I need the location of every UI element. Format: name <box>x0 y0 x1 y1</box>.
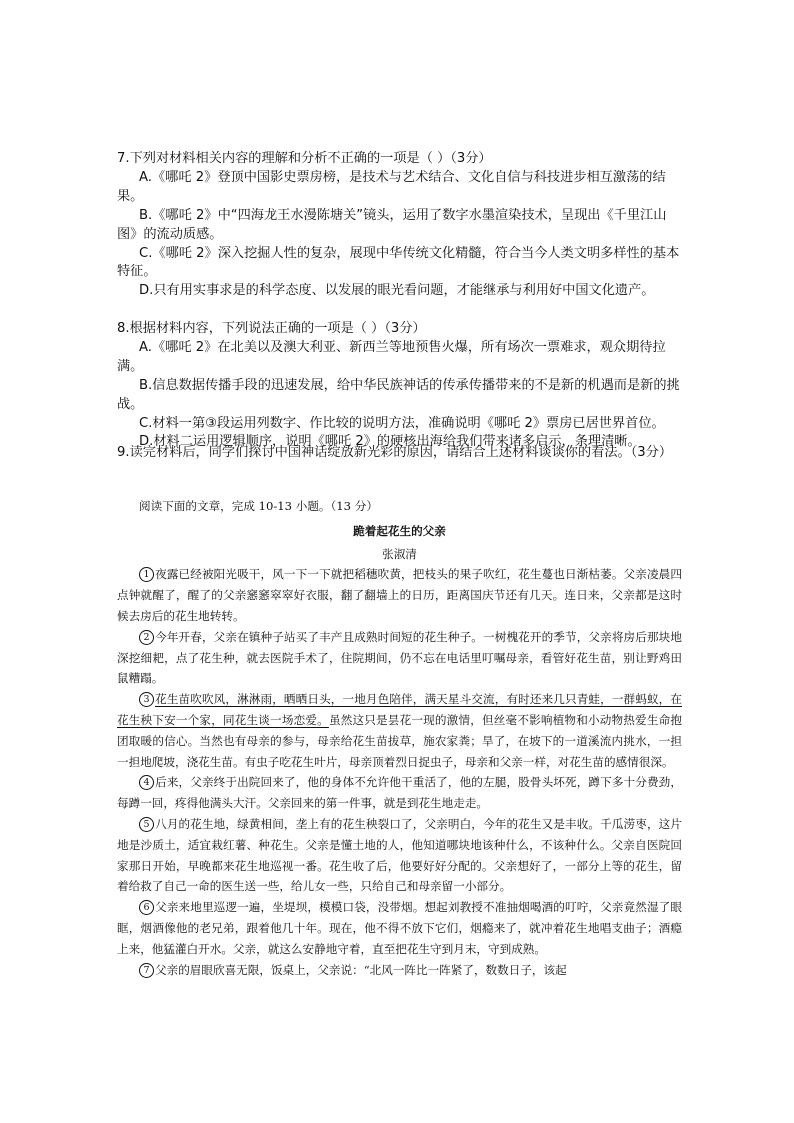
paragraph-number: 5 <box>139 817 154 832</box>
paragraph-7 <box>117 960 682 981</box>
paragraph-text: 八月的花生地，绿黄相间，垄上有的花生秧裂口了，父亲明白，今年的花生又是丰收。千瓜涝枣，这片地是沙质土，适宜栽红薯、种花生。父亲是懂土地的人，他知道哪块地该种什么，不该种什么。父亲自医院回家那日开始，早晚都来花生地巡视一番。花生收了后，他要好好分配的。父亲想好了，一部分上等的花生，留着给救了自己一命的医生送一些，给儿女一些，只给自己和母亲留一小部分。 <box>117 816 682 894</box>
question-7-option-a: A.《哪吒 2》登顶中国影史票房榜，是技术与艺术结合、文化自信与科技进步相互激荡的结果。 <box>117 169 666 204</box>
paragraph-number: 6 <box>139 900 154 915</box>
paragraph-number: 3 <box>139 692 154 707</box>
paragraph-number: 7 <box>139 963 154 978</box>
paragraph-2 <box>117 627 682 689</box>
question-7-option-c: C.《哪吒 2》深入挖掘人性的复杂，展现中华传统文化精髓，符合当今人类文明多样性的基本特征。 <box>117 245 680 280</box>
paragraph-text: 虽然这只是昙花一现的激情，但丝毫不影响植物和小动物热爱生命抱团取暖的信心。当然也有母亲的参与，母亲给花生苗拔草，施农家粪；旱了，在坡下的一道溪流内挑水，一担一担地爬坡，浇花生苗。有虫子吃花生叶片，母亲顶着烈日捉虫子，母亲和父亲一样，对花生苗的感情很深。 <box>117 712 682 769</box>
question-8-option-d: D.材料二运用逻辑顺序，说明《哪吒 2》的硬核出海给我们带来诸多启示，条理清晰。 <box>139 434 641 450</box>
paragraph-number: 2 <box>139 630 154 645</box>
paragraph-text: 夜露已经被阳光吸干，风一下一下就把稻穗吹黄，把枝头的果子吹红，花生蔓也日渐枯萎。父亲凌晨四点钟就醒了，醒了的父亲窸窸窣窣好衣服，翻了翻墙上的日历，距离国庆节还有几天。连日来，父亲都是这时候去房后的花生地转转。 <box>117 567 682 623</box>
paragraph-5 <box>117 814 682 897</box>
question-8-option-b: B.信息数据传播手段的迅速发展，给中华民族神话的传承传播带来的不是新的机遇而是新的挑战。 <box>117 377 680 412</box>
question-9-stem: 9.读完材料后，同学们探讨中国神话绽放新光彩的原因，请结合上述材料谈谈你的看法。（3分） <box>117 445 673 460</box>
paragraph-4 <box>117 772 682 814</box>
question-8 <box>117 320 682 452</box>
passage-title: 跪着起花生的父亲 <box>353 523 446 538</box>
question-7-stem: 7.下列对材料相关内容的理解和分析不正确的一项是（ ）（3分） <box>117 151 492 166</box>
paragraph-number: 1 <box>139 567 154 582</box>
paragraph-1 <box>117 564 682 626</box>
paragraph-6 <box>117 897 682 959</box>
paragraph-number: 4 <box>139 775 154 790</box>
paragraph-text: 后来，父亲终于出院回来了，他的身体不允许他干重活了，他的左腿，股骨头坏死，蹲下多十分费劲，每蹲一回，疼得他满头大汗。父亲回来的第一件事，就是到花生地走走。 <box>117 775 682 811</box>
passage-author: 张淑清 <box>382 546 417 561</box>
reading-intro: 阅读下面的文章，完成 10-13 小题。（13 分） <box>139 499 378 513</box>
question-7 <box>117 150 682 301</box>
question-9 <box>117 444 682 463</box>
paragraph-text: 父亲来地里巡逻一遍，坐堤坝，模模口袋，没带烟。想起刘教授不准抽烟喝酒的叮咛，父亲竟然湿了眼眶，烟酒像他的老兄弟，跟着他几十年。现在，他不得不放下它们，烟瘾来了，就冲着花生地唱支曲子；酒瘾上来，他猛灌白开水。父亲，就这么安静地守着，直至把花生守到月末，守到成熟。 <box>117 900 682 956</box>
reading-passage <box>117 496 682 980</box>
underlined-sentence: 花生苗吹吹风，淋淋雨，晒晒日头，一地月色陪伴，满天星斗交流，有时还来几只青蛙，一群蚂蚁，在花生秧下安一个家，同花生谈一场恋爱。 <box>117 692 682 727</box>
question-7-option-d: D.只有用实事求是的科学态度、以发展的眼光看问题，才能继承与利用好中国文化遗产。 <box>139 283 655 299</box>
paragraph-text: 今年开春，父亲在镇种子站买了丰产且成熟时间短的花生种子。一树槐花开的季节，父亲将房后那块地深挖细耙，点了花生种，就去医院手术了，住院期间，仍不忘在电话里叮嘱母亲，看管好花生苗，别让野鸡田鼠糟蹋。 <box>117 629 682 686</box>
paragraph-text: 父亲的眉眼欣喜无限，饭桌上，父亲说：“北风一阵比一阵紧了，数数日子，该起 <box>155 962 567 977</box>
question-8-option-c: C.材料一第③段运用列数字、作比较的说明方法，准确说明《哪吒 2》票房已居世界首位。 <box>139 415 665 431</box>
question-8-option-a: A.《哪吒 2》在北美以及澳大利亚、新西兰等地预售火爆，所有场次一票难求，观众期待拉满。 <box>117 339 666 374</box>
paragraph-3 <box>117 689 682 772</box>
question-7-option-b: B.《哪吒 2》中“四海龙王水漫陈塘关”镜头，运用了数字水墨渲染技术，呈现出《千里江山图》的流动质感。 <box>117 207 667 242</box>
question-8-stem: 8.根据材料内容，下列说法正确的一项是（ ）（3分） <box>117 321 426 336</box>
